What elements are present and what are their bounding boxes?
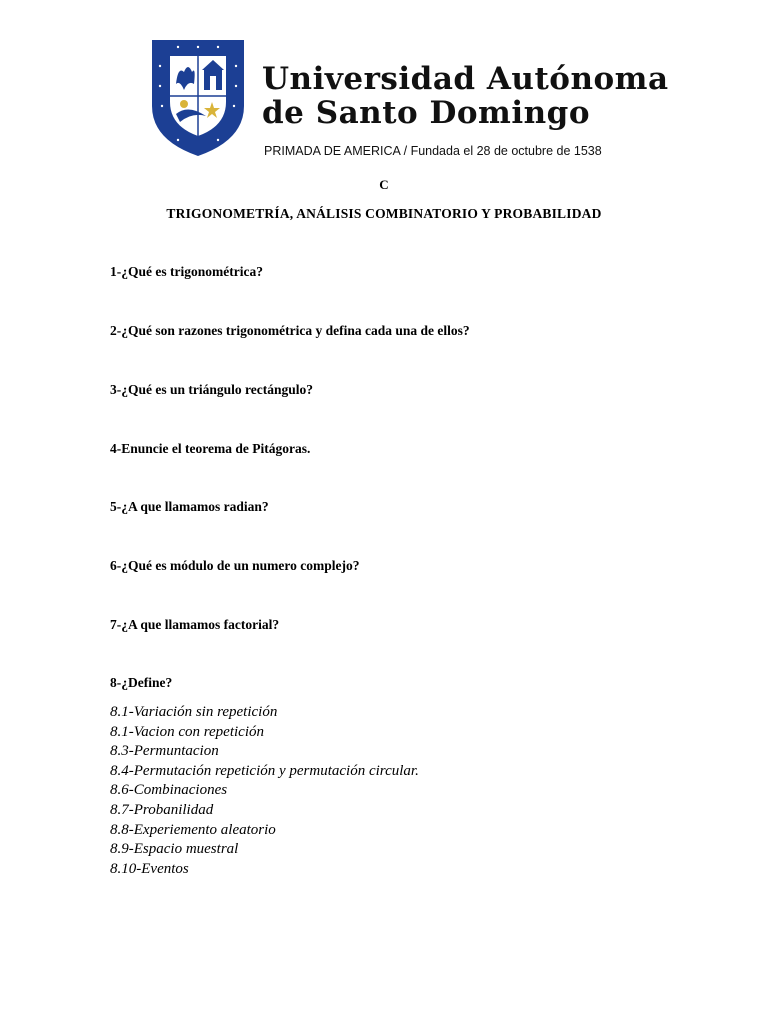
definition-list: [110, 703, 419, 879]
question-1: 1-¿Qué es trigonométrica?: [110, 264, 263, 279]
university-name-line2: de Santo Domingo: [262, 95, 591, 131]
university-seal-icon: [148, 36, 248, 158]
question-4: 4-Enuncie el teorema de Pitágoras.: [110, 441, 311, 456]
question-7: 7-¿A que llamamos factorial?: [110, 617, 280, 632]
list-item: 8.8-Experiemento aleatorio: [110, 821, 276, 838]
university-name: [262, 62, 669, 130]
university-tagline: PRIMADA DE AMERICA / Fundada el 28 de octubre de 1538: [264, 144, 602, 158]
university-name-line1: Universidad Autónoma: [262, 61, 669, 97]
list-item: 8.7-Probanilidad: [110, 801, 214, 818]
list-item: 8.9-Espacio muestral: [110, 841, 239, 858]
list-item: 8.10-Eventos: [110, 860, 189, 877]
list-item: 8.1-Vacion con repetición: [110, 723, 264, 740]
question-6: 6-¿Qué es módulo de un numero complejo?: [110, 558, 360, 573]
section-letter: C: [379, 177, 389, 192]
letterhead: [148, 36, 669, 166]
list-item: 8.4-Permutación repetición y permutación circular.: [110, 762, 419, 779]
question-2: 2-¿Qué son razones trigonométrica y defina cada una de ellos?: [110, 323, 470, 338]
list-item: 8.3-Permuntacion: [110, 743, 219, 760]
list-item: 8.1-Variación sin repetición: [110, 704, 278, 720]
list-item: 8.6-Combinaciones: [110, 782, 228, 799]
document-title: TRIGONOMETRÍA, ANÁLISIS COMBINATORIO Y PROBABILIDAD: [166, 206, 602, 221]
question-8: 8-¿Define?: [110, 675, 173, 690]
question-3: 3-¿Qué es un triángulo rectángulo?: [110, 382, 314, 397]
question-5: 5-¿A que llamamos radian?: [110, 499, 269, 514]
